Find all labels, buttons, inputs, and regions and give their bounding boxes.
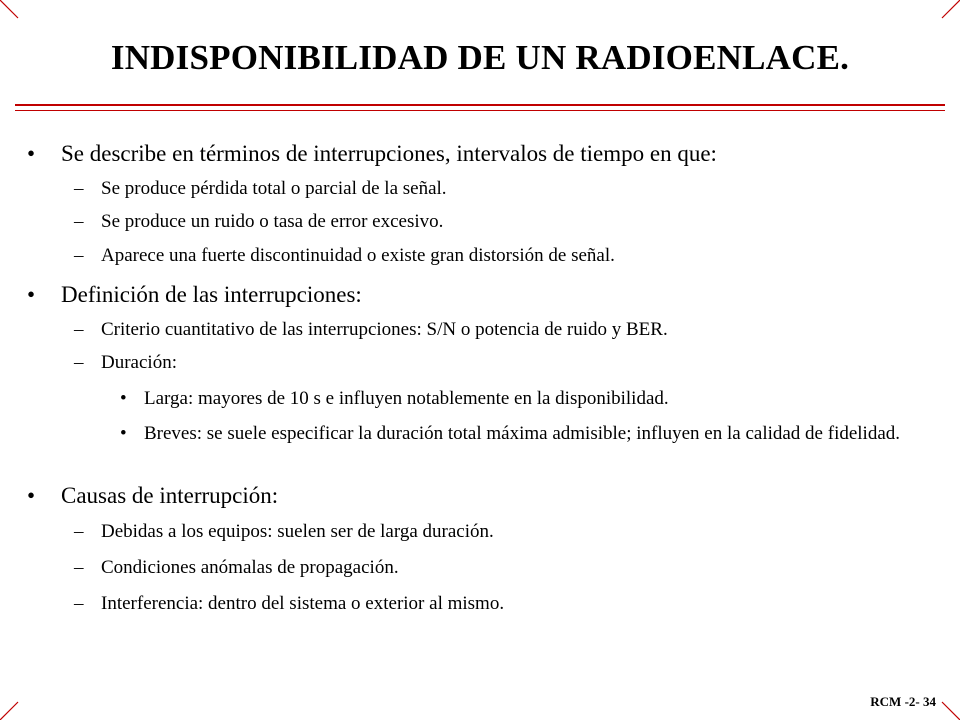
sub-item-text: Interferencia: dentro del sistema o exterior al mismo.: [101, 593, 505, 614]
dash-marker: –: [74, 245, 84, 266]
slide-footer: RCM -2- 34: [870, 694, 936, 709]
bullet-causes: [27, 482, 279, 510]
sub-item-text: Condiciones anómalas de propagación.: [101, 557, 399, 578]
sub-item-text: Se produce pérdida total o parcial de la señal.: [101, 178, 447, 199]
sub-item: [74, 244, 615, 268]
bullet-definition: [27, 281, 362, 309]
sub-item-text: Aparece una fuerte discontinuidad o existe gran distorsión de señal.: [101, 245, 615, 266]
bullet-marker: •: [120, 423, 127, 444]
sub-item: [74, 210, 444, 234]
dash-marker: –: [74, 521, 84, 542]
sub-item: [74, 520, 494, 544]
dash-marker: –: [74, 211, 84, 232]
bullet-marker: •: [27, 141, 36, 166]
sub-item-text: Criterio cuantitativo de las interrupciones: S/N o potencia de ruido y BER.: [101, 319, 668, 340]
dash-marker: –: [74, 557, 84, 578]
sub-sub-item: [120, 420, 914, 447]
bullet-text: Definición de las interrupciones:: [61, 282, 362, 307]
sub-sub-item-text: Breves: se suele especificar la duración total máxima admisible; influyen en la calidad de fidelidad.: [144, 423, 901, 444]
dash-marker: –: [74, 352, 84, 373]
sub-item: [74, 556, 399, 580]
bullet-describe: [27, 140, 717, 168]
sub-item: [74, 318, 668, 342]
bullet-text: Se describe en términos de interrupciones, intervalos de tiempo en que:: [61, 141, 717, 166]
sub-item-text: Duración:: [101, 352, 177, 373]
dash-marker: –: [74, 319, 84, 340]
dash-marker: –: [74, 178, 84, 199]
sub-item: [74, 351, 177, 375]
bullet-marker: •: [27, 483, 36, 508]
sub-item-text: Se produce un ruido o tasa de error excesivo.: [101, 211, 444, 232]
sub-item-text: Debidas a los equipos: suelen ser de larga duración.: [101, 521, 494, 542]
sub-sub-item-text: Larga: mayores de 10 s e influyen notablemente en la disponibilidad.: [144, 388, 669, 409]
sub-sub-item: [120, 385, 914, 412]
dash-marker: –: [74, 593, 84, 614]
sub-item: [74, 177, 447, 201]
sub-item: [74, 592, 505, 616]
bullet-marker: •: [120, 388, 127, 409]
slide-title: INDISPONIBILIDAD DE UN RADIOENLACE.: [110, 38, 850, 77]
bullet-marker: •: [27, 282, 36, 307]
bullet-text: Causas de interrupción:: [61, 483, 279, 508]
